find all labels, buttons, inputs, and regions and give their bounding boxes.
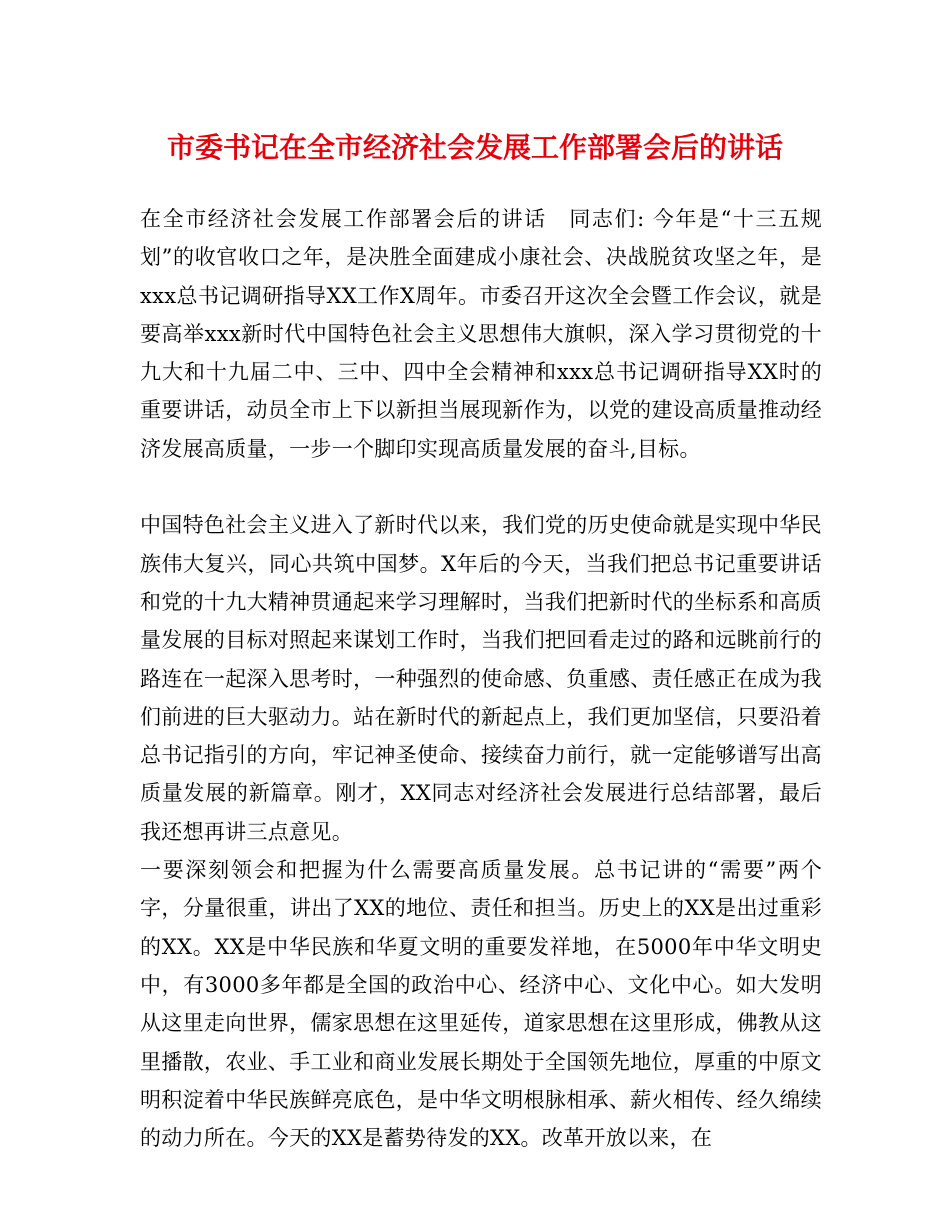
paragraph-point-one: 一要深刻领会和把握为什么需要高质量发展。总书记讲的“需要”两个字，分量很重，讲出了XX的地位、责任和担当。历史上的XX是出过重彩的XX。XX是中华民族和华夏文明的重要发祥地，在5000年中华文明史中，有3000多年都是全国的政治中心、经济中心、文化中心。如大发明从这里走向世界，儒家思想在这里延传，道家思想在这里形成，佛教从这里播散，农业、手工业和商业发展长期处于全国领先地位，厚重的中原文明积淀着中华民族鲜亮底色，是中华文明根脉相承、薪火相传、经久绵续的动力所在。今天的XX是蓄势待发的XX。改革开放以来，在 bbox=[140, 858, 822, 1151]
document-body bbox=[140, 200, 822, 1157]
paragraph-intro: 在全市经济社会发展工作部署会后的讲话 同志们: 今年是“十三五规划”的收官收口之年，是决胜全面建成小康社会、决战脱贫攻坚之年，是xxx总书记调研指导XX工作X周年。市委召开这次全会暨工作会议，就是要高举xxx新时代中国特色社会主义思想伟大旗帜，深入学习贯彻党的十九大和十九届二中、三中、四中全会精神和xxx总书记调研指导XX时的重要讲话，动员全市上下以新担当展现新作为，以党的建设高质量推动经济发展高质量，一步一个脚印实现高质量发展的奋斗,目标。 bbox=[140, 207, 822, 461]
paragraph-spacer bbox=[140, 468, 822, 506]
paragraph-new-era: 中国特色社会主义进入了新时代以来，我们党的历史使命就是实现中华民族伟大复兴，同心共筑中国梦。X年后的今天，当我们把总书记重要讲话和党的十九大精神贯通起来学习理解时，当我们把新时代的坐标系和高质量发展的目标对照起来谋划工作时，当我们把回看走过的路和远眺前行的路连在一起深入思考时，一种强烈的使命感、负重感、责任感正在成为我们前进的巨大驱动力。站在新时代的新起点上，我们更加坚信，只要沿着总书记指引的方向，牢记神圣使命、接续奋力前行，就一定能够谱写出高质量发展的新篇章。刚才，XX同志对经济社会发展进行总结部署，最后我还想再讲三点意见。 bbox=[140, 513, 822, 844]
page-title: 市委书记在全市经济社会发展工作部署会后的讲话 bbox=[166, 131, 783, 164]
